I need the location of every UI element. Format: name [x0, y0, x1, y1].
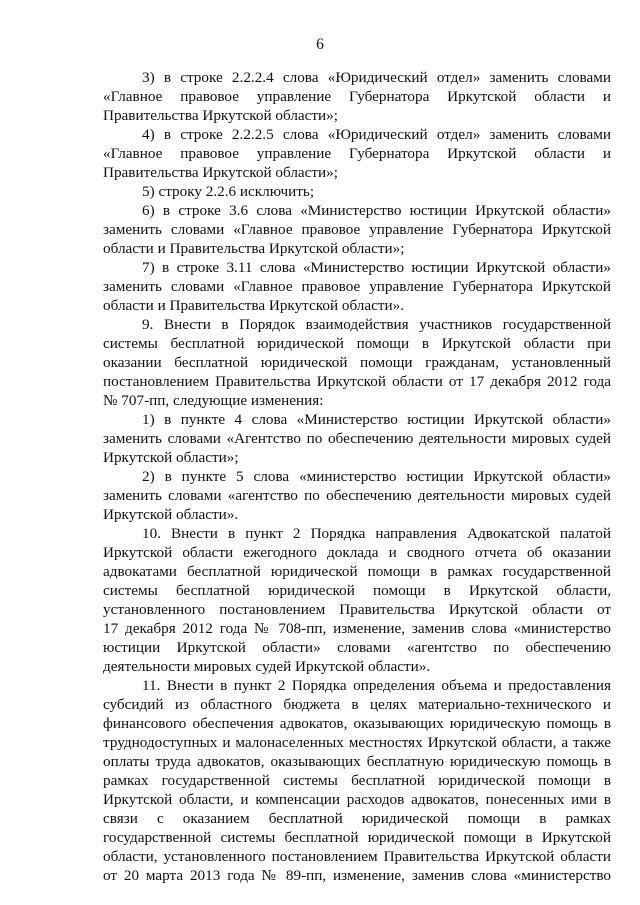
text-line: 3) в строке 2.2.2.4 слова «Юридический отдел» заменить словами	[142, 69, 611, 86]
text-line: системы бесплатной юридической помощи в Иркутской области,	[103, 582, 611, 599]
text-line: постановлением Правительства Иркутской области от 17 декабря 2012 года	[103, 373, 611, 390]
text-line: от 20 марта 2013 года № 89-пп, изменение, заменив слова «министерство	[103, 867, 611, 884]
text-line: 9. Внести в Порядок взаимодействия участников государственной	[142, 316, 611, 333]
text-line: области и Правительства Иркутской области»;	[103, 240, 405, 257]
text-line: 17 декабря 2012 года № 708-пп, изменение, заменив слова «министерство	[103, 620, 611, 637]
text-line: 5) строку 2.2.6 исключить;	[142, 183, 315, 200]
text-line: № 707-пп, следующие изменения:	[103, 392, 324, 409]
text-line: Правительства Иркутской области»;	[103, 107, 338, 124]
text-line: адвокатами бесплатной юридической помощи в рамках государственной	[103, 563, 611, 580]
text-line: Иркутской области»;	[103, 449, 239, 466]
text-line: рамках государственной системы бесплатной юридической помощи в	[103, 772, 611, 789]
text-line: Правительства Иркутской области»;	[103, 164, 338, 181]
text-line: 11. Внести в пункт 2 Порядка определения объема и предоставления	[142, 677, 611, 694]
text-line: 10. Внести в пункт 2 Порядка направления Адвокатской палатой	[142, 525, 611, 542]
text-line: Иркутской области».	[103, 506, 239, 523]
text-line: области и Правительства Иркутской области».	[103, 297, 405, 314]
text-line: труднодоступных и малонаселенных местностях Иркутской области, а также	[103, 734, 611, 751]
text-line: области, установленного постановлением Правительства Иркутской области	[103, 848, 611, 865]
text-line: Иркутской области, и компенсации расходов адвокатов, понесенных ими в	[103, 791, 611, 808]
text-line: оказании бесплатной юридической помощи гражданам, установленный	[103, 354, 611, 371]
text-line: «Главное правовое управление Губернатора Иркутской области и	[103, 145, 611, 162]
text-line: связи с оказанием бесплатной юридической помощи в рамках	[103, 810, 611, 827]
text-line: 7) в строке 3.11 слова «Министерство юстиции Иркутской области»	[142, 259, 611, 276]
text-line: юстиции Иркутской области» словами «агентство по обеспечению	[103, 639, 611, 656]
text-line: оплаты труда адвокатов, оказывающих бесплатную юридическую помощь в	[103, 753, 611, 770]
text-line: субсидий из областного бюджета в целях материально-технического и	[103, 696, 611, 713]
text-line: 6) в строке 3.6 слова «Министерство юстиции Иркутской области»	[142, 202, 611, 219]
text-line: 2) в пункте 5 слова «министерство юстиции Иркутской области»	[142, 468, 611, 485]
text-line: деятельности мировых судей Иркутской области».	[103, 658, 431, 675]
text-line: заменить словами «Агентство по обеспечению деятельности мировых судей	[103, 430, 611, 447]
text-line: государственной системы бесплатной юридической помощи в Иркутской	[103, 829, 611, 846]
text-line: 1) в пункте 4 слова «Министерство юстиции Иркутской области»	[142, 411, 611, 428]
text-line: заменить словами «Главное правовое управление Губернатора Иркутской	[103, 221, 611, 238]
page-number: 6	[316, 36, 324, 53]
text-line: Иркутской области ежегодного доклада и сводного отчета об оказании	[103, 544, 611, 561]
text-line: заменить словами «Главное правовое управление Губернатора Иркутской	[103, 278, 611, 295]
text-line: 4) в строке 2.2.2.5 слова «Юридический отдел» заменить словами	[142, 126, 611, 143]
text-line: «Главное правовое управление Губернатора Иркутской области и	[103, 88, 611, 105]
text-line: установленного постановлением Правительства Иркутской области от	[103, 601, 611, 618]
text-line: финансового обеспечения адвокатов, оказывающих юридическую помощь в	[103, 715, 611, 732]
text-line: заменить словами «агентство по обеспечению деятельности мировых судей	[103, 487, 611, 504]
text-line: системы бесплатной юридической помощи в Иркутской области при	[103, 335, 611, 352]
